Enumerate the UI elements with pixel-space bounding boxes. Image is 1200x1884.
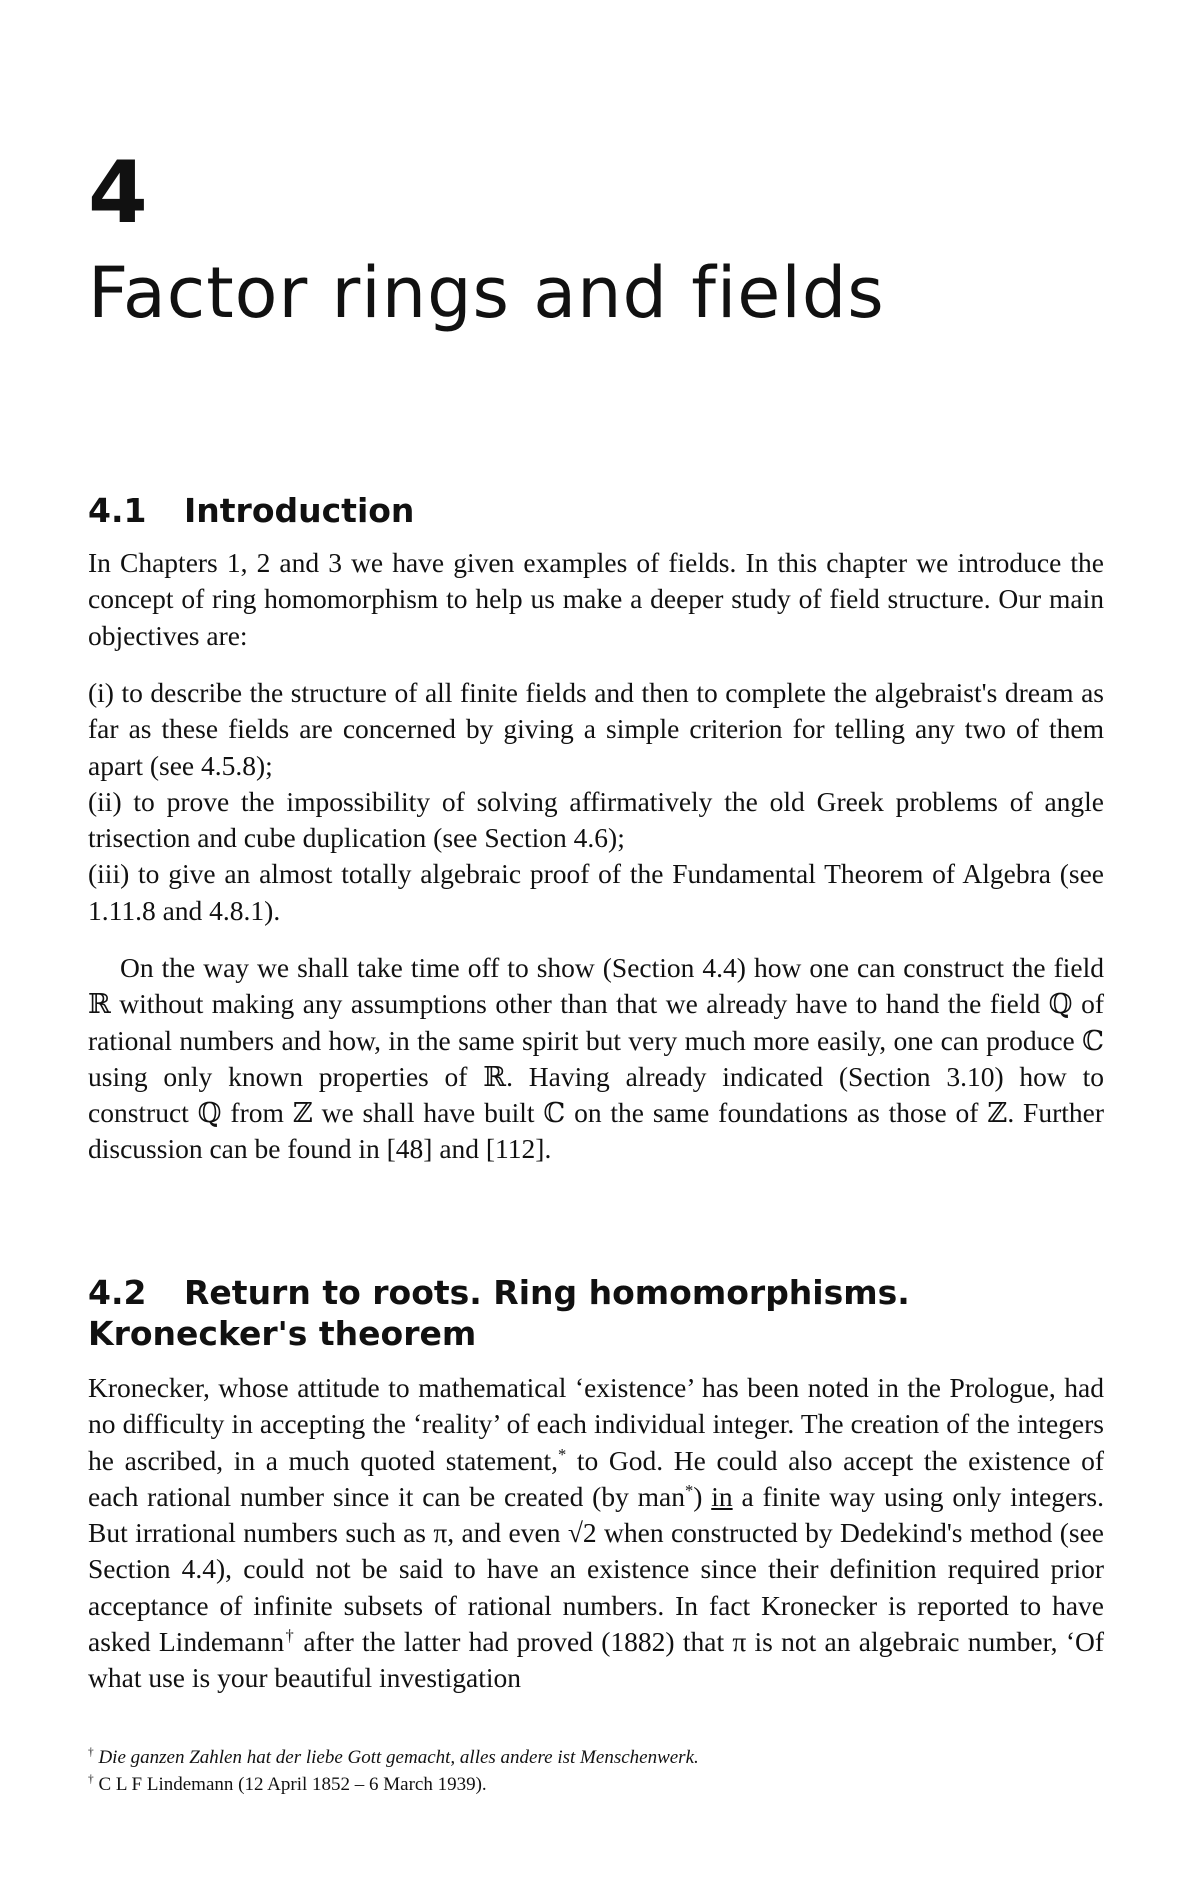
footnote-mark: † xyxy=(88,1773,94,1786)
objective-item: (iii) to give an almost totally algebraic proof of the Fundamental Theorem of Algebra (see 1.11.8 and 4.8.1). xyxy=(88,858,1104,926)
footnote-mark: * xyxy=(558,1444,567,1464)
objectives-list xyxy=(88,675,1104,929)
text-run: after the latter had proved (1882) that π is not an algebraic number, ‘Of what use is your beautiful investigation xyxy=(88,1626,1104,1694)
footnote-1 xyxy=(88,1744,1104,1771)
construction-paragraph: On the way we shall take time off to show (Section 4.4) how one can construct the field ℝ without making any assumptions other than that we already have to hand the field ℚ of rational numbers and how, in the same spirit but very much more easily, one can produce ℂ using only known properties of ℝ. Having already indicated (Section 3.10) how to construct ℚ from ℤ we shall have built ℂ on the same foundations as those of ℤ. Further discussion can be found in [48] and [112]. xyxy=(88,952,1104,1165)
section-number: 4.2 xyxy=(88,1273,147,1312)
footnote-mark: * xyxy=(685,1480,694,1500)
section-title: Introduction xyxy=(184,491,415,530)
text-run: Kronecker, whose attitude to mathematical ‘existence’ has been noted in the Prologue, had no difficulty in accepting the ‘reality’ of each individual integer. The creation of the integers he ascribed, in a much quoted statement, xyxy=(88,1372,1104,1476)
footnotes xyxy=(88,1744,1104,1798)
section-title-line2: Kronecker's theorem xyxy=(88,1314,477,1353)
intro-paragraph: In Chapters 1, 2 and 3 we have given examples of fields. In this chapter we introduce the concept of ring homomorphism to help us make a deeper study of field structure. Our main objectives are: xyxy=(88,547,1104,651)
section-heading-4-1 xyxy=(88,490,414,531)
text-run: ) xyxy=(693,1480,712,1512)
footnote-text: Die ganzen Zahlen hat der liebe Gott gemacht, alles andere ist Menschenwerk. xyxy=(93,1747,699,1768)
kronecker-paragraph xyxy=(88,1370,1104,1697)
objective-item: (i) to describe the structure of all finite fields and then to complete the algebraist's dream as far as these fields are concerned by giving a simple criterion for telling any two of them apart (see 4.5.8); xyxy=(88,677,1104,781)
footnote-2 xyxy=(88,1771,1104,1798)
chapter-number: 4 xyxy=(88,143,146,243)
emphasis-in: in xyxy=(711,1480,733,1512)
chapter-title: Factor rings and fields xyxy=(88,252,885,334)
section-number: 4.1 xyxy=(88,491,147,530)
text-run: to God. He could also accept the existence of each rational number since it can be created (by man xyxy=(88,1444,1104,1512)
text-run: a finite way using only integers. But irrational numbers such as π, and even √2 when constructed by Dedekind's method (see Section 4.4), could not be said to have an existence since their definition required prior acceptance of infinite subsets of rational numbers. In fact Kronecker is reported to have asked Lindemann xyxy=(88,1480,1104,1658)
footnote-mark: † xyxy=(88,1746,94,1759)
objective-item: (ii) to prove the impossibility of solving affirmatively the old Greek problems of angle trisection and cube duplication (see Section 4.6); xyxy=(88,785,1104,854)
section-title-line1: Return to roots. Ring homomorphisms. xyxy=(184,1273,910,1312)
footnote-text: C L F Lindemann (12 April 1852 – 6 March 1939). xyxy=(93,1774,487,1795)
footnote-mark: † xyxy=(284,1625,296,1645)
section-heading-4-2 xyxy=(88,1272,910,1354)
